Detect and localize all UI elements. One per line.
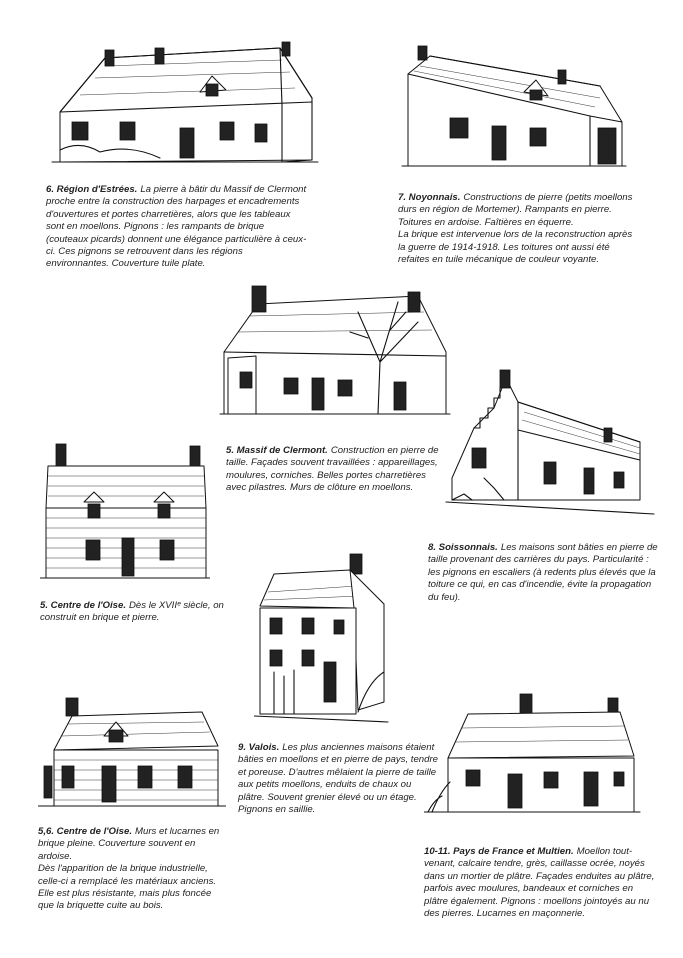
illustration-centre-oise-brick-house <box>40 442 210 582</box>
caption-noyonnais-text: Constructions de pierre (petits moellons durs en région de Mortemer). Rampants en pierre. Toitures en ardoise. Faîtières en équerre. <box>398 192 633 228</box>
caption-soissonnais-text: Les maisons sont bâties en pierre de taille provenant des carrières du pays. Particularité : les pignons en escaliers (à redents plus élevés que la toiture ce qui, en cas d'incendie, évite la propagation du feu). <box>428 542 658 603</box>
caption-clermont-text: Construction en pierre de taille. Façades souvent travaillées : appareillages, moulures, corniches. Belles portes charretières avec pilastres. Murs de clôture en moellons. <box>226 445 439 494</box>
illustration-centre-oise-slate-house <box>38 696 226 814</box>
caption-centre-oise-slate <box>38 826 228 913</box>
caption-soissonnais <box>428 542 662 604</box>
caption-centre-oise-slate-text: Murs et lucarnes en brique pleine. Couverture souvent en ardoise. <box>38 826 220 862</box>
caption-pays-de-france-heading: 10-11. Pays de France et Multien. <box>424 846 574 857</box>
caption-estrees-text: La pierre à bâtir du Massif de Clermont proche entre la construction des harpages et encadrements d'ouvertures et portes charretières, alors que les tableaux sont en moellons. Pignons : les rampants de brique (couteaux picards) donnent une élégance particulière à ceux-ci. Ces pignons se retrouvent dans les régions environnantes. Couverture tuile plate. <box>46 184 307 270</box>
caption-centre-oise-brick <box>40 600 240 625</box>
illustration-estrees-house <box>50 40 322 175</box>
illustration-noyonnais-house <box>400 44 628 172</box>
caption-noyonnais <box>398 192 634 266</box>
caption-centre-oise-brick-heading: 5. Centre de l'Oise. <box>40 600 126 611</box>
caption-centre-oise-slate-text-2: Dès l'apparition de la brique industrielle, celle-ci a remplacé les matériaux anciens. Elle est plus résistante, mais plus foncée que la briquette cuite au bois. <box>38 863 217 912</box>
caption-soissonnais-heading: 8. Soissonnais. <box>428 542 498 553</box>
caption-centre-oise-slate-heading: 5,6. Centre de l'Oise. <box>38 826 132 837</box>
caption-noyonnais-text-2: La brique est intervenue lors de la reconstruction après la guerre de 1914-1918. Les toitures ont aussi été refaites en tuile mécanique de couleur voyante. <box>398 229 633 266</box>
illustration-valois-house <box>254 552 390 728</box>
caption-pays-de-france-text: Moellon tout-venant, calcaire tendre, grès, caillasse ocrée, noyés dans un mortier de plâtre. Façades enduites au plâtre, parfois avec moulures, bandeaux et corniches en plâtre également. Pignons : moellons jointoyés au nu des pierres. Lucarnes en maçonnerie. <box>424 846 655 920</box>
caption-valois-heading: 9. Valois. <box>238 742 280 753</box>
caption-centre-oise-brick-text: Dès le XVIIᵉ siècle, on construit en brique et pierre. <box>40 600 224 624</box>
caption-valois-text: Les plus anciennes maisons étaient bâties en moellons et en pierre de pays, tendre et poreuse. D'autres mêlaient la pierre de taille aux petits moellons, enduits de chaux ou plâtre. Souvent grenier élevé ou un étage. Pignons en saillie. <box>238 742 438 816</box>
caption-estrees-heading: 6. Région d'Estrées. <box>46 184 138 195</box>
caption-valois <box>238 742 438 816</box>
caption-clermont <box>226 445 442 495</box>
caption-noyonnais-heading: 7. Noyonnais. <box>398 192 461 203</box>
illustration-clermont-house <box>218 282 454 424</box>
caption-clermont-heading: 5. Massif de Clermont. <box>226 445 328 456</box>
caption-pays-de-france <box>424 846 656 920</box>
caption-estrees <box>46 184 308 271</box>
illustration-pays-de-france-house <box>424 686 644 822</box>
illustration-soissonnais-house <box>444 368 658 526</box>
